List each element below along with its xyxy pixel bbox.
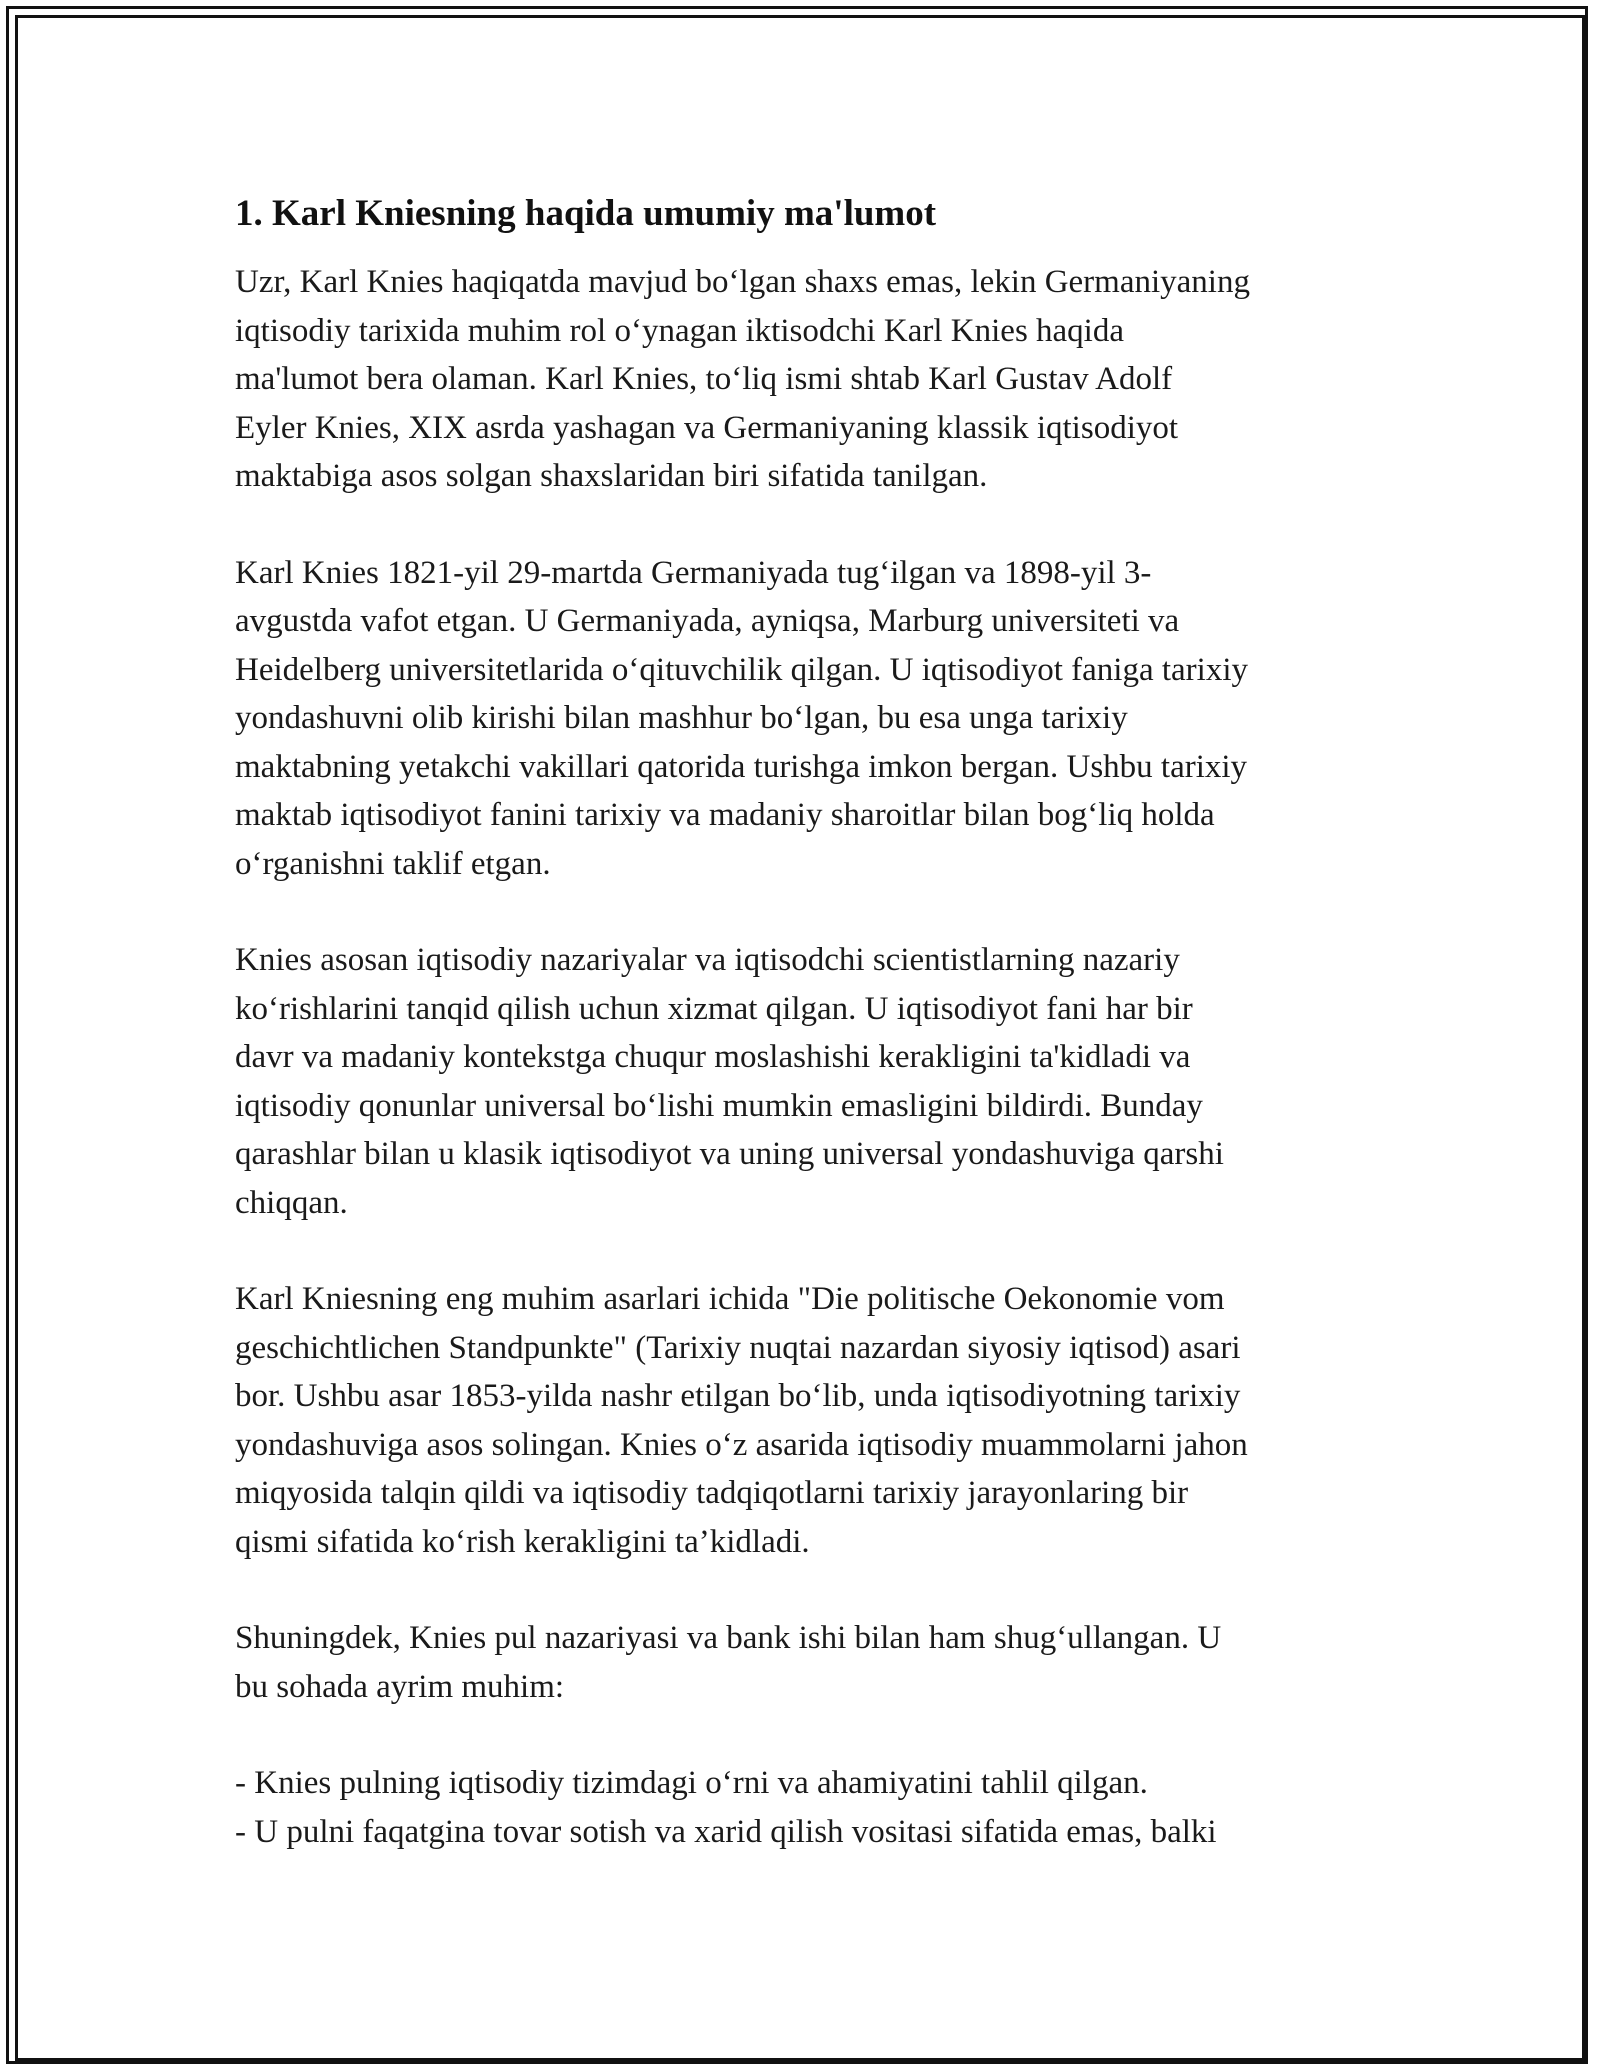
list-item: - Knies pulning iqtisodiy tizimdagi o‘rni va ahamiyatini tahlil qilgan. [235, 1765, 1148, 1801]
paragraph-intro: Uzr, Karl Knies haqiqatda mavjud bo‘lgan shaxs emas, lekin Germaniyaning iqtisodiy tarixida muhim rol o‘ynagan iktisodchi Karl Knies haqida ma'lumot bera olaman. Karl Knies, to‘liq ismi shtab Karl Gustav Adolf Eyler Knies, XIX asrda yashagan va Germaniyaning klassik iqtisodiyot maktabiga asos solgan shaxslaridan biri sifatida tanilgan. [235, 264, 1250, 494]
paragraph-works: Karl Kniesning eng muhim asarlari ichida "Die politische Oekonomie vom geschichtlichen Standpunkte" (Tarixiy nuqtai nazardan siyosiy iqtisod) asari bor. Ushbu asar 1853-yilda nashr etilgan bo‘lib, unda iqtisodiyotning tarixiy yondashuviga asos solingan. Knies o‘z asarida iqtisodiy muammolarni jahon miqyosida talqin qildi va iqtisodiy tadqiqotlarni tarixiy jarayonlaring bir qismi sifatida ko‘rish kerakligini ta’kidladi. [235, 1281, 1248, 1560]
paragraph-criticism: Knies asosan iqtisodiy nazariyalar va iqtisodchi scientistlarning nazariy ko‘rishlarini tanqid qilish uchun xizmat qilgan. U iqtisodiyot fani har bir davr va madaniy kontekstga chuqur moslashishi kerakligini ta'kidladi va iqtisodiy qonunlar universal bo‘lishi mumkin emasligini bildirdi. Bunday qarashlar bilan u klasik iqtisodiyot va uning universal yondashuviga qarshi chiqqan. [235, 942, 1224, 1221]
section-heading: 1. Karl Kniesning haqida umumiy ma'lumot [235, 193, 937, 234]
list-item: - U pulni faqatgina tovar sotish va xarid qilish vositasi sifatida emas, balki [235, 1813, 1217, 1850]
paragraph-biography: Karl Knies 1821-yil 29-martda Germaniyada tug‘ilgan va 1898-yil 3- avgustda vafot etgan. U Germaniyada, ayniqsa, Marburg universiteti va Heidelberg universitetlarida o‘qituvchilik qilgan. U iqtisodiyot faniga tarixiy yondashuvni olib kirishi bilan mashhur bo‘lgan, bu esa unga tarixiy maktabning yetakchi vakillari qatorida turishga imkon bergan. Ushbu tarixiy maktab iqtisodiyot fanini tarixiy va madaniy sharoitlar bilan bog‘liq holda o‘rganishni taklif etgan. [235, 554, 1248, 882]
paragraph-money-theory: Shuningdek, Knies pul nazariyasi va bank ishi bilan ham shug‘ullangan. U bu sohada ayrim muhim: [235, 1620, 1222, 1705]
document-body [235, 188, 1375, 1856]
money-theory-list [235, 1759, 1375, 1856]
